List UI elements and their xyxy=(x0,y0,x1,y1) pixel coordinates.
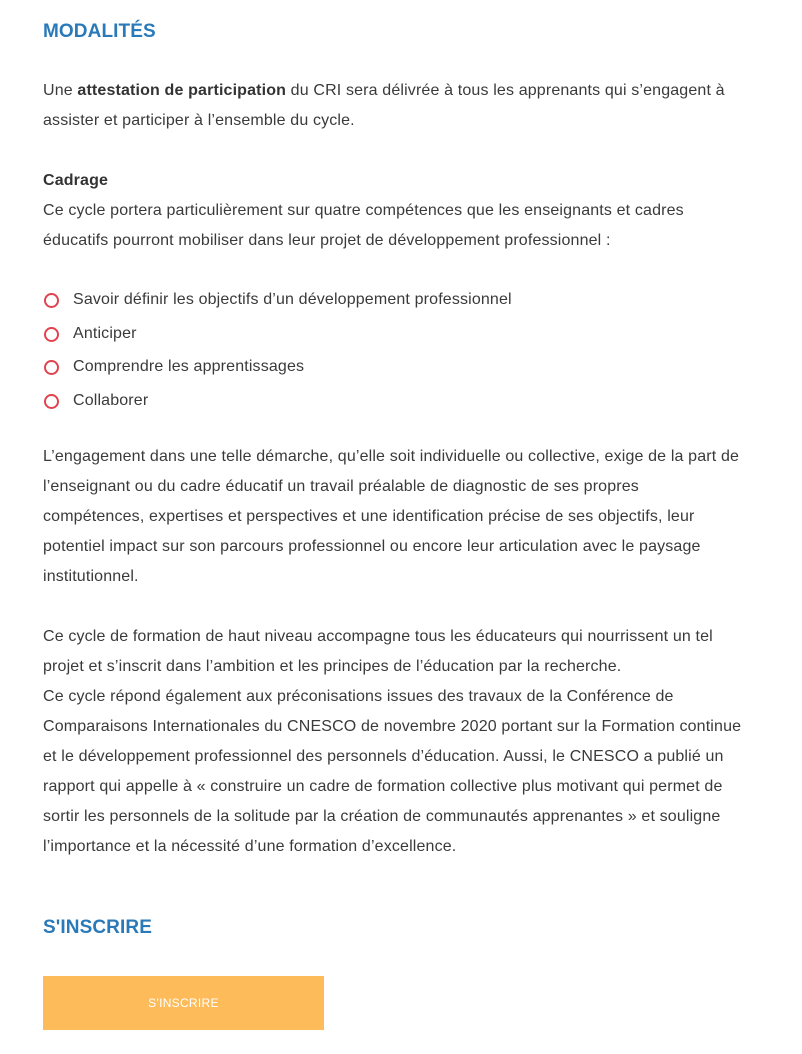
formation-line-1: Ce cycle de formation de haut niveau accompagne tous les éducateurs qui nourrissent un tel projet et s’inscrit dans l’ambition et les principes de l’éducation par la recherche. xyxy=(43,628,713,675)
cadrage-block xyxy=(43,166,743,256)
attestation-intro-suffix: du CRI sera délivrée à tous les apprenants qui s’engagent à assister et participer à l’ensemble du cycle. xyxy=(43,82,725,129)
engagement-paragraph: L’engagement dans une telle démarche, qu’elle soit individuelle ou collective, exige de la part de l’enseignant ou du cadre éducatif un travail préalable de diagnostic de ses propres compétences, expertises et perspectives et une identification précise de ses objectifs, leur potentiel impact sur son parcours professionnel ou encore leur articulation avec le paysage institutionnel. xyxy=(43,448,740,585)
cadrage-text: Ce cycle portera particulièrement sur quatre compétences que les enseignants et cadres éducatifs pourront mobiliser dans leur projet de développement professionnel : xyxy=(43,202,684,249)
modalites-heading: MODALITÉS xyxy=(43,21,156,42)
list-item xyxy=(43,355,743,389)
attestation-intro-prefix: Une xyxy=(43,82,78,99)
list-item-label: Collaborer xyxy=(73,391,149,409)
list-item-label: Anticiper xyxy=(73,324,137,342)
inscrire-heading: S'INSCRIRE xyxy=(43,917,152,938)
list-item xyxy=(43,322,743,356)
cadrage-title: Cadrage xyxy=(43,172,109,189)
competences-list xyxy=(43,288,743,422)
list-item-label: Savoir définir les objectifs d’un développement professionnel xyxy=(73,291,512,308)
circle-bullet-icon xyxy=(44,327,59,342)
list-item xyxy=(43,288,743,322)
list-item xyxy=(43,389,743,423)
attestation-paragraph xyxy=(43,76,743,136)
formation-line-2: Ce cycle répond également aux préconisations issues des travaux de la Conférence de Comparaisons Internationales du CNESCO de novembre 2020 portant sur la Formation continue et le développement professionnel des personnels d’éducation. Aussi, le CNESCO a publié un rapport qui appelle à « construire un cadre de formation collective plus motivant qui permet de sortir les personnels de la solitude par la création de communautés apprenantes » et souligne l’importance et la nécessité d’une formation d’excellence. xyxy=(43,688,742,855)
circle-bullet-icon xyxy=(44,293,59,308)
circle-bullet-icon xyxy=(44,360,59,375)
circle-bullet-icon xyxy=(44,394,59,409)
register-button[interactable]: S'INSCRIRE xyxy=(43,976,324,1030)
formation-paragraph xyxy=(43,622,743,862)
attestation-bold: attestation de participation xyxy=(77,82,287,99)
list-item-label: Comprendre les apprentissages xyxy=(73,358,305,375)
